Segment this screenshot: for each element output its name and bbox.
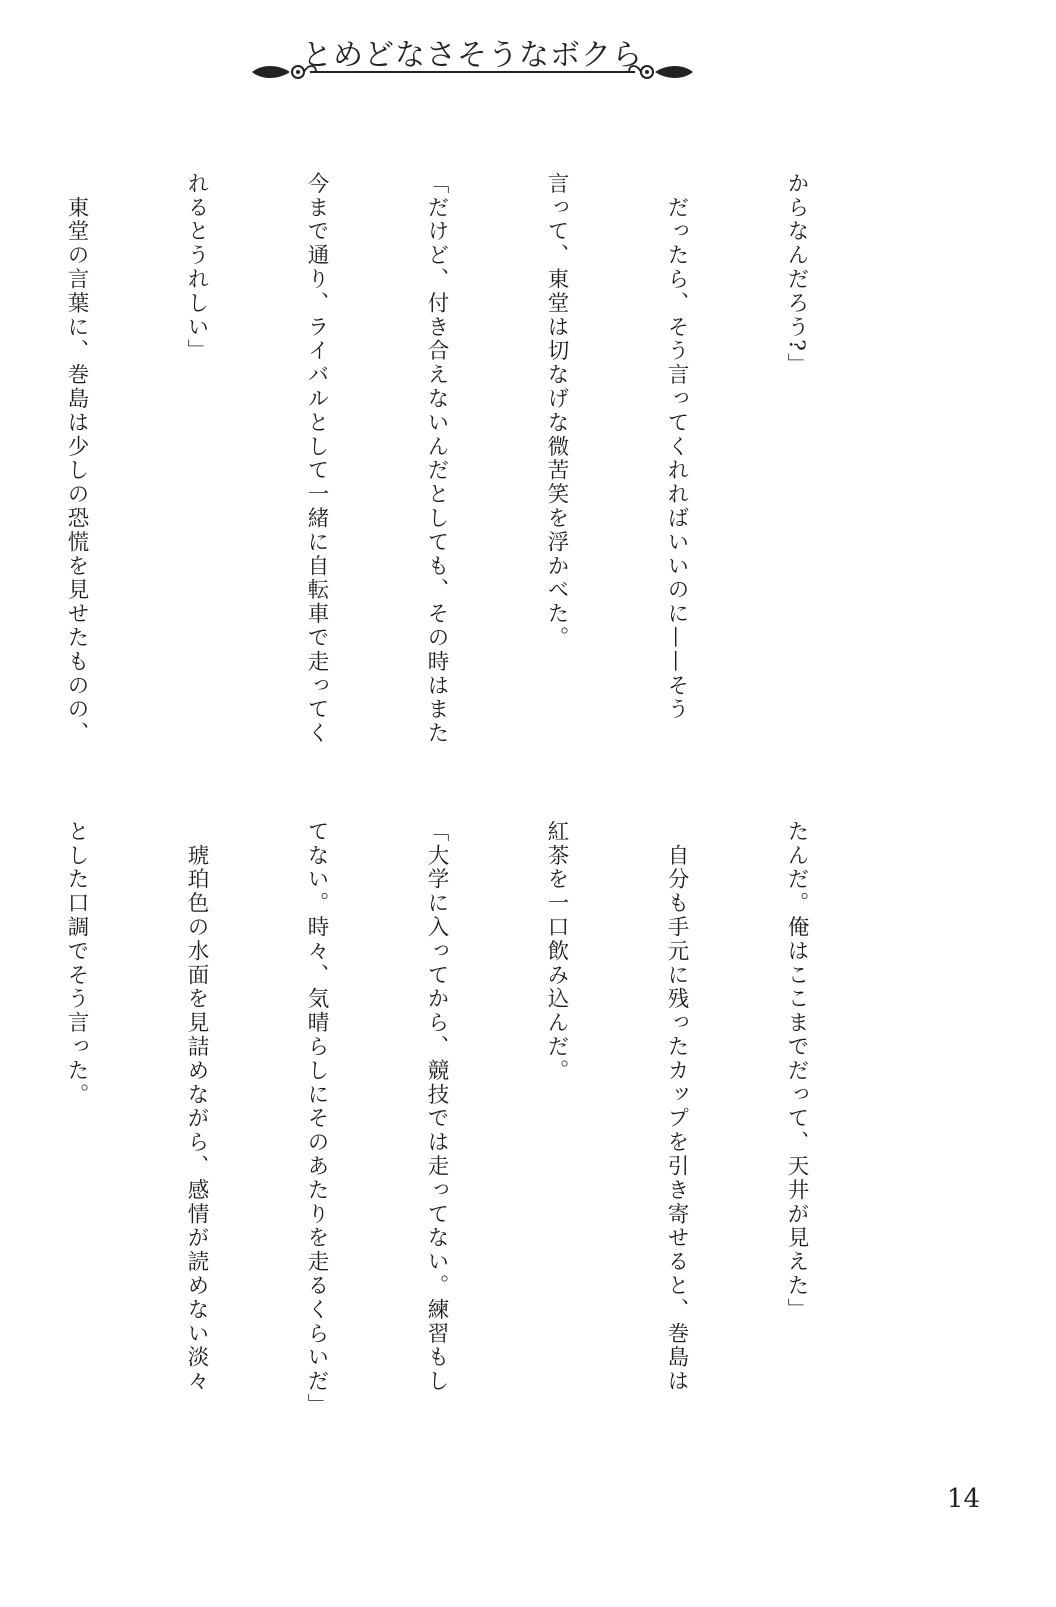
text-line: 言って、東堂は切なげな微苦笑を浮かべた。 (544, 172, 569, 650)
text-line: 今まで通り、ライバルとして一緒に自転車で走ってく (304, 172, 329, 746)
running-header (250, 22, 695, 92)
text-line: てない。時々、気晴らしにそのあたりを走るくらいだ」 (304, 820, 329, 1418)
text-line: たんだ。俺はここまでだって、天井が見えた」 (784, 820, 809, 1322)
text-line: 琥珀色の水面を見詰めながら、感情が読めない淡々 (184, 820, 209, 1394)
text-column-top (0, 172, 896, 792)
text-line: 東堂の言葉に、巻島は少しの恐慌を見せたものの、 (64, 172, 89, 746)
text-line: れるとうれしい」 (184, 172, 209, 364)
text-line: 「だけど、付き合えないんだとしても、その時はまた (424, 172, 449, 746)
text-line: とした口調でそう言った。 (64, 820, 89, 1107)
text-line: 自分も手元に残ったカップを引き寄せると、巻島は (664, 820, 689, 1394)
book-title: とめどなさそうなボクら (302, 38, 643, 73)
text-line: 「大学に入ってから、競技では走ってない。練習もし (424, 820, 449, 1394)
page-number: 14 (946, 1484, 980, 1514)
text-line: だったら、そう言ってくれればいいのに——そう (664, 172, 689, 722)
text-line: 紅茶を一口飲み込んだ。 (544, 820, 569, 1083)
ornament-flourish-icon (250, 52, 695, 92)
text-line: からなんだろう?」 (784, 172, 809, 378)
text-column-bottom (0, 820, 896, 1450)
